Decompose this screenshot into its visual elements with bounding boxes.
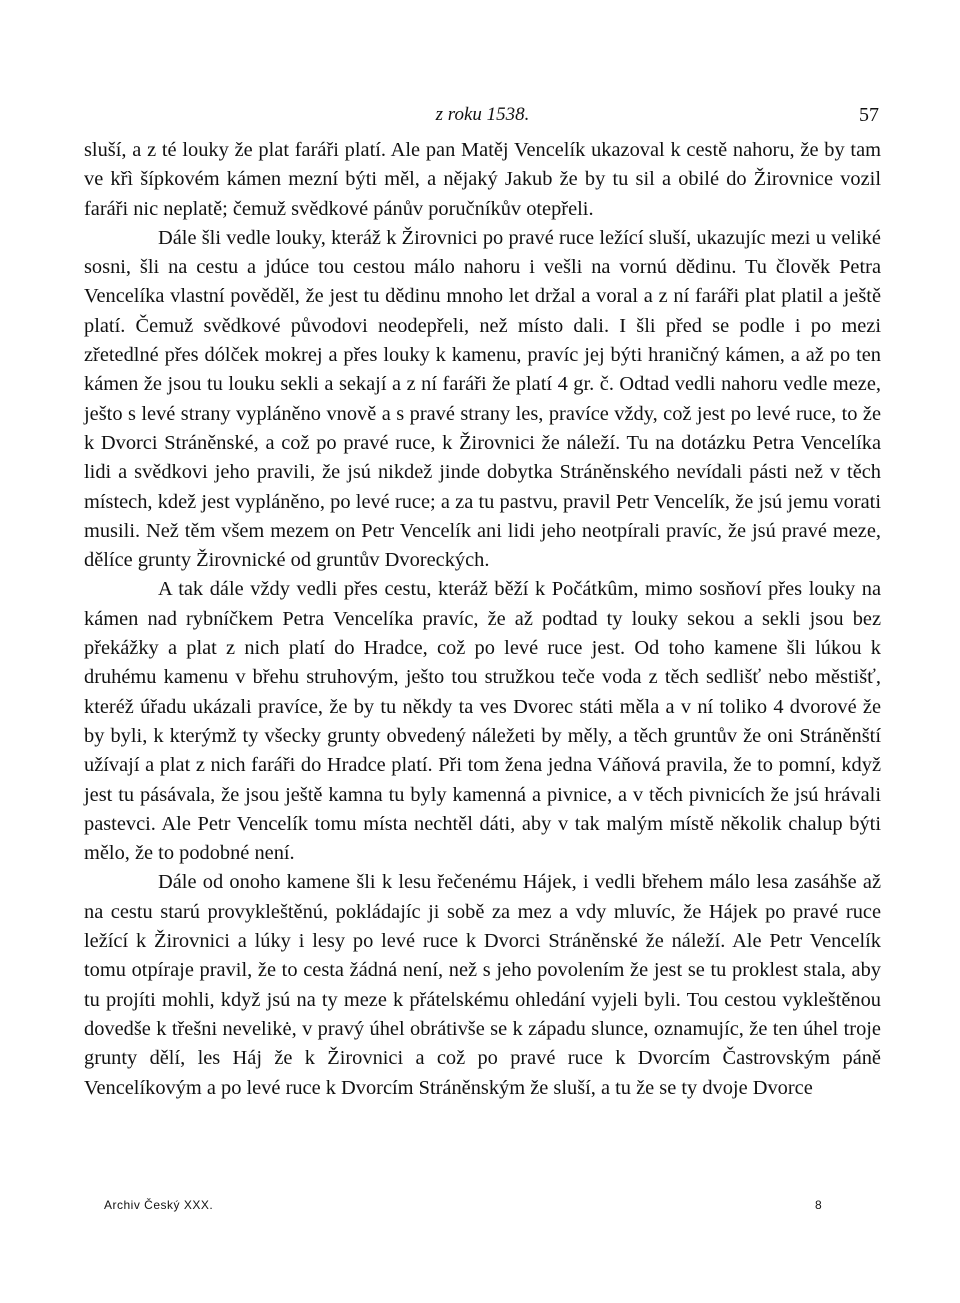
page-number: 57 [859,104,879,126]
paragraph: Dále šli vedle louky, kteráž k Žirovnici po pravé ruce ležící sluší, ukazujíc mezi u veliké sosni, šli na cestu a jdúce tou cestou málo nahoru i vešli na vornú dědinu. Tu člověk Petra Vencelíka vlastní pověděl, že jest tu dědinu mnoho let držal a voral a z ní faráři plat platil a ještě platí. Čemuž svědkové původovi neodepřeli, než místo dali. I šli před se podle i po mezi zřetedlné přes dólček mokrej a přes louky k kamenu, pravíc jej býti hraničný kámen, a až po ten kámen že jsou tu louku sekli a sekají a z ní faráři že platí 4 gr. č. Odtad vedli nahoru vedle meze, ješto s levé strany vypláněno vnově a s pravé strany les, pravíce vždy, což jest po levé ruce, to že k Dvorci Stráněnské, a což po pravé ruce, k Žirovnici že náleží. Tu na dotázku Petra Vencelíka lidi a svědkovi jeho pravili, že jsú nikdež jinde dobytka Stráněnského nevídali pásti než v těch místech, kdež jest vypláněno, po levé ruce; a za tu pastvu, pravil Petr Vencelík, že jsú jemu vorati musili. Než těm všem mezem on Petr Vencelík ani lidi jeho neotpírali pravíc, že jsú pravé meze, dělíce grunty Žirovnické od gruntův Dvoreckých. [84,226,881,572]
footer-signature-title: Archiv Český XXX. [104,1198,214,1212]
running-header [84,100,881,136]
paragraph: A tak dále vždy vedli přes cestu, kteráž běží k Počátkûm, mimo sosňoví přes louky na kámen nad rybníčkem Petra Vencelíka pravíc, že až podtad ty louky sekou a sekli jsou bez překážky a plat z nich platí do Hradce, což po levé ruce jest. Od toho kamene šli lúkou k druhému kamenu v břehu struhovým, ješto tou stružkou teče voda z těch sedlišť nebo městišť, kteréž úřadu ukázali pravíce, že by tu někdy ta ves Dvorec státi měla a v ní toliko 4 dvorové že by byli, k kterýmž ty všecky grunty obvedený náležeti by měly, a těch gruntův že oni Stráněnští užívají a plat z nich faráři do Hradce platí. Při tom žena jedna Váňová pravila, že to pomní, když jest tu pásávala, že jsou ještě kamna tu byly kamenná a pivnice, a v těch pivnicích že jsú hrávali pastevci. Ale Petr Vencelík tomu místa nechtěl dáti, aby v tak malým místě několik chalup býti mělo, že to podobné není. [84,578,881,865]
footer-signature-mark: 8 [815,1198,823,1212]
paragraph: sluší, a z té louky že plat faráři platí. Ale pan Matěj Vencelík ukazoval k cestě nahoru, že by tam ve křì šípkovém kámen mezní býti měl, a nějaký Jakub že by tu sil a obilé do Žirovnice vozil faráři nic neplatě; čemuž svědkové pánův poručníkův otepřeli. [84,139,881,220]
running-title: z roku 1538. [435,104,530,125]
body-text [84,136,881,1103]
page [84,100,881,1103]
paragraph: Dále od onoho kamene šli k lesu řečenému Hájek, i vedli břehem málo lesa zasáhše až na cestu starú provykleštěnú, pokládajíc ji sobě za mez a vdy mluvíc, že Hájek po pravé ruce ležící k Žirovnici a lúky i lesy po levé ruce k Dvorci Stráněnské že náleží. Ale Petr Vencelík tomu otpíraje pravil, že to cesta žádná není, než s jeho povolením že jest se tu proklest stala, aby tu projíti mohli, když jsú na ty meze k přátelskému ohledání vyjeli byli. Tou cestou vykleštěnou dovedše k třešni nevelikė, v pravý úhel obrátivše se k západu slunce, oznamujíc, že ten úhel troje grunty dělí, les Háj že k Žirovnici a což po pravé ruce k Dvorcím Častrovským páně Vencelíkovým a po levé ruce k Dvorcím Stráněnským že sluší, a tu že se ty dvoje Dvorce [84,871,881,1099]
page-footer [104,1198,824,1222]
